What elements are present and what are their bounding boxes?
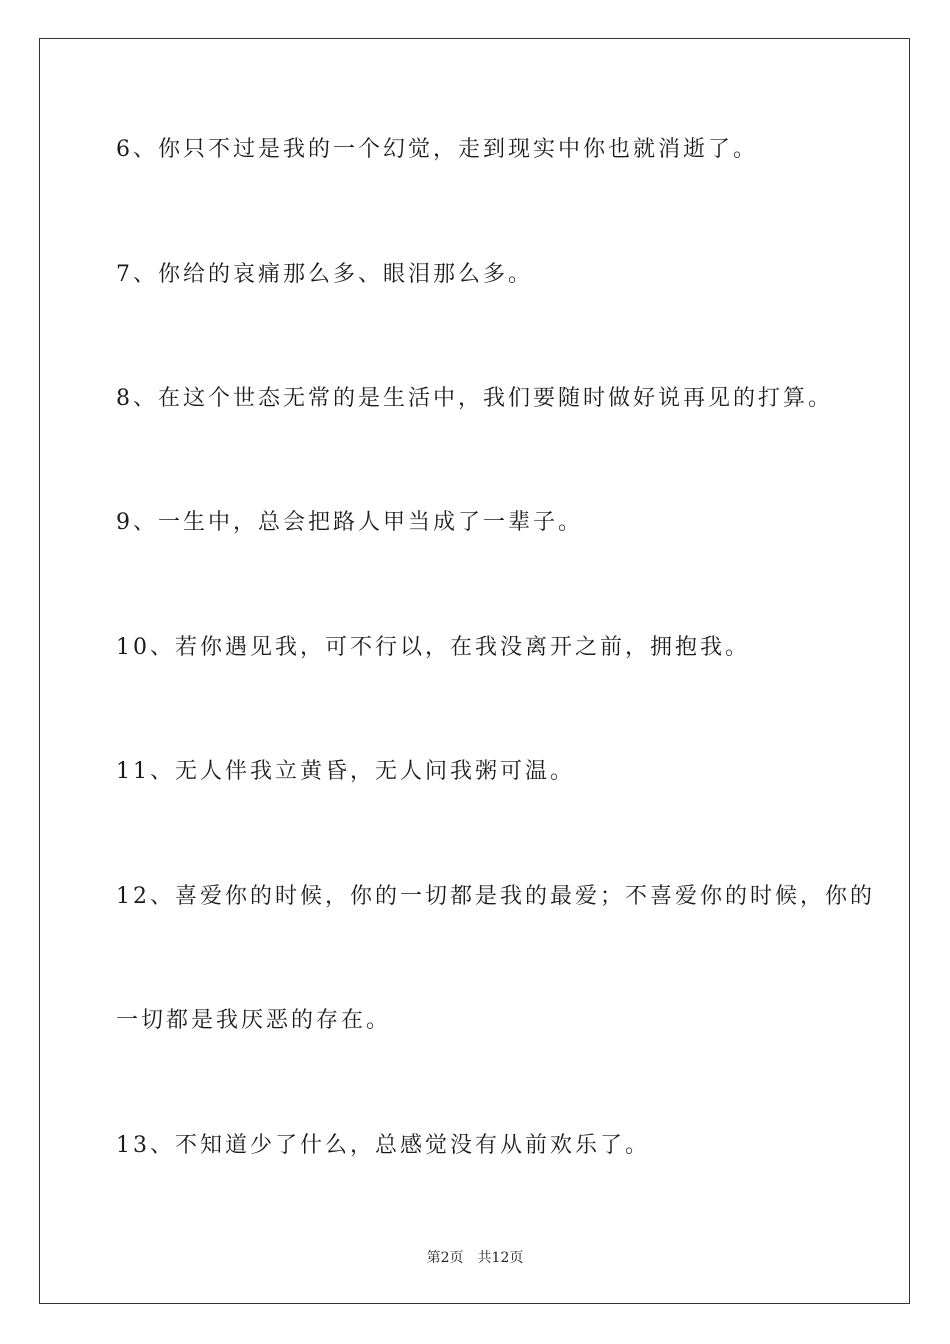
page-total: 共12页 [477,1250,524,1266]
page-number: 第2页 [426,1250,464,1266]
text-line: 8、在这个世态无常的是生活中，我们要随时做好说再见的打算。 [116,386,833,411]
page-border [39,38,910,1304]
text-line: 13、不知道少了什么，总感觉没有从前欢乐了。 [116,1133,650,1158]
text-line: 一切都是我厌恶的存在。 [116,1008,392,1033]
text-line: 7、你给的哀痛那么多、眼泪那么多。 [116,262,533,287]
text-line: 6、你只不过是我的一个幻觉，走到现实中你也就消逝了。 [116,137,758,162]
text-line: 10、若你遇见我，可不行以，在我没离开之前，拥抱我。 [116,635,750,660]
text-line: 12、喜爱你的时候，你的一切都是我的最爱；不喜爱你的时候，你的 [116,884,875,909]
text-line: 11、无人伴我立黄昏，无人问我粥可温。 [116,759,575,784]
page-footer [0,1247,950,1267]
text-line: 9、一生中，总会把路人甲当成了一辈子。 [116,510,583,535]
